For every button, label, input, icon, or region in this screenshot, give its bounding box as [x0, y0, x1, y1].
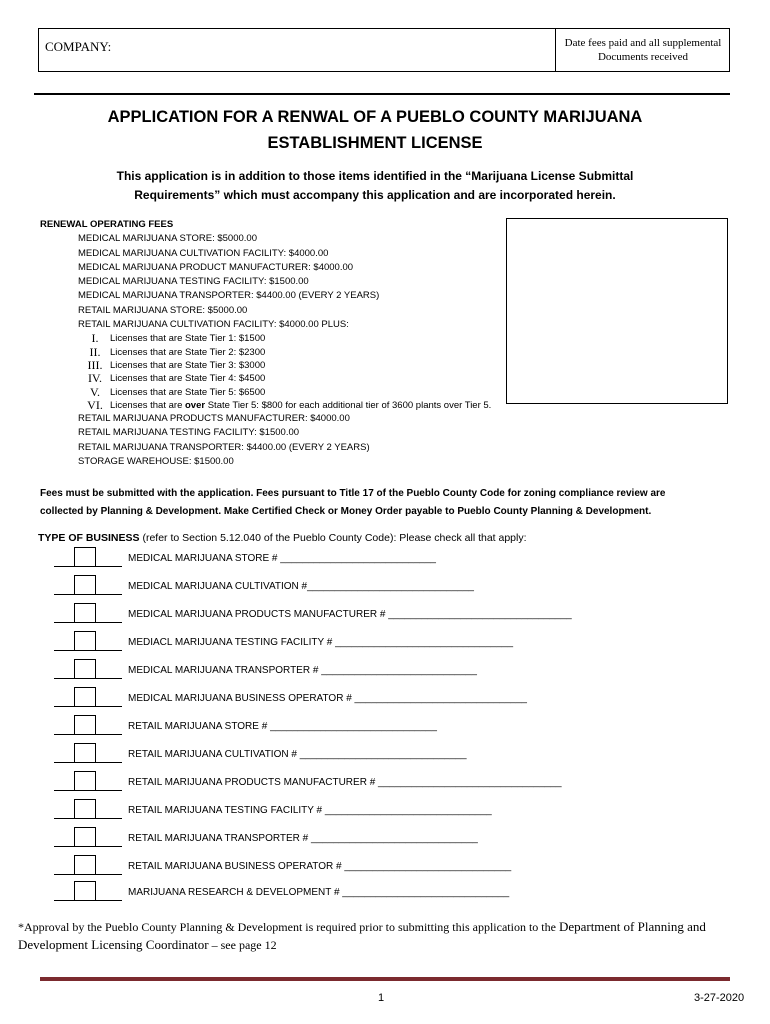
- business-type-checkbox[interactable]: [74, 827, 96, 847]
- business-type-label: RETAIL MARIJUANA BUSINESS OPERATOR # ______________________________: [128, 861, 512, 872]
- business-type-label: MEDICAL MARIJUANA CULTIVATION #______________________________: [128, 581, 474, 592]
- footnote-part2: Department of Planning and: [558, 919, 706, 934]
- business-type-checkbox[interactable]: [74, 603, 96, 623]
- business-type-checkbox[interactable]: [74, 659, 96, 679]
- tier-numeral: IV.: [87, 371, 103, 386]
- office-use-box[interactable]: [506, 218, 728, 404]
- fees-submit-line1: Fees must be submitted with the application. Fees pursuant to Title 17 of the Pueblo County Code for zoning compliance review are: [40, 488, 666, 499]
- fee-item: RETAIL MARIJUANA TESTING FACILITY: $1500.00: [78, 427, 300, 439]
- type-of-business-label: TYPE OF BUSINESS: [38, 532, 140, 544]
- business-type-row: [54, 659, 754, 687]
- tier-item: [40, 359, 491, 372]
- fee-item: RETAIL MARIJUANA STORE: $5000.00: [78, 304, 248, 316]
- tier6-bold: over: [185, 399, 206, 411]
- company-label: COMPANY:: [45, 39, 112, 54]
- tier-item: [40, 386, 491, 399]
- tier-text: Licenses that are State Tier 5: $6500: [110, 386, 266, 398]
- tier6-pre: Licenses that are: [110, 399, 185, 411]
- tier-text: Licenses that are State Tier 4: $4500: [110, 373, 266, 385]
- business-type-label: MARIJUANA RESEARCH & DEVELOPMENT # ______________________________: [128, 887, 510, 898]
- title-line1: APPLICATION FOR A RENWAL OF A PUEBLO COUNTY MARIJUANA: [107, 108, 643, 126]
- fee-item: MEDICAL MARIJUANA CULTIVATION FACILITY: $4000.00: [78, 247, 329, 259]
- renewal-fees-heading: RENEWAL OPERATING FEES: [40, 219, 174, 230]
- tier-text: Licenses that are State Tier 1: $1500: [110, 333, 266, 345]
- tier-numeral: III.: [87, 357, 103, 372]
- tier-numeral: VI.: [87, 397, 103, 412]
- business-type-label: RETAIL MARIJUANA STORE # ______________________________: [128, 721, 437, 732]
- business-type-label: RETAIL MARIJUANA PRODUCTS MANUFACTURER # _________________________________: [128, 777, 562, 788]
- fees-note-line1: Date fees paid and all supplemental: [564, 37, 722, 49]
- fee-item: RETAIL MARIJUANA CULTIVATION FACILITY: $4000.00 PLUS:: [78, 319, 349, 331]
- footnote-part1: *Approval by the Pueblo County Planning & Development is required prior to submitting this application to the: [18, 920, 559, 934]
- company-field[interactable]: [38, 28, 556, 72]
- intro-line2: Requirements” which must accompany this application and are incorporated herein.: [134, 188, 616, 202]
- tier-numeral: V.: [89, 384, 101, 399]
- business-type-row: [54, 771, 754, 799]
- fee-item: MEDICAL MARIJUANA PRODUCT MANUFACTURER: $4000.00: [78, 261, 354, 273]
- business-type-label: RETAIL MARIJUANA TESTING FACILITY # ______________________________: [128, 805, 492, 816]
- footnote-part4: – see page 12: [208, 938, 277, 952]
- business-type-label: RETAIL MARIJUANA TRANSPORTER # ______________________________: [128, 833, 478, 844]
- type-of-business-instruction: (refer to Section 5.12.040 of the Pueblo County Code): Please check all that apply:: [139, 532, 527, 544]
- business-type-row: [54, 575, 754, 603]
- business-type-row: [54, 881, 754, 909]
- fee-item: RETAIL MARIJUANA TRANSPORTER: $4400.00 (EVERY 2 YEARS): [78, 441, 370, 453]
- footnote-part3: Development Licensing Coordinator: [18, 937, 209, 952]
- tier-numeral: I.: [91, 331, 99, 346]
- business-type-checkbox[interactable]: [74, 575, 96, 595]
- intro-line1: This application is in addition to those items identified in the “Marijuana License Submittal: [116, 169, 634, 183]
- business-type-row: [54, 631, 754, 659]
- business-type-checkbox[interactable]: [74, 855, 96, 875]
- page-number: 1: [378, 992, 385, 1004]
- bottom-divider: [40, 977, 730, 981]
- business-type-label: MEDICAL MARIJUANA PRODUCTS MANUFACTURER # _________________________________: [128, 609, 572, 620]
- business-type-checkbox[interactable]: [74, 547, 96, 567]
- business-type-label: MEDICAL MARIJUANA BUSINESS OPERATOR # _______________________________: [128, 693, 527, 704]
- fees-received-note: [556, 36, 730, 64]
- revision-date: 3-27-2020: [694, 992, 745, 1004]
- fee-item: RETAIL MARIJUANA PRODUCTS MANUFACTURER: $4000.00: [78, 413, 350, 425]
- tier-list: [40, 332, 491, 412]
- tier-numeral: II.: [89, 344, 101, 359]
- page-title: [60, 104, 690, 156]
- tier6-post: State Tier 5: $800 for each additional tier of 3600 plants over Tier 5.: [205, 399, 492, 411]
- tier-item: [40, 372, 491, 385]
- tier-item: [40, 399, 491, 412]
- business-type-checkbox[interactable]: [74, 771, 96, 791]
- fees-submission-note: [40, 485, 740, 521]
- business-type-row: [54, 799, 754, 827]
- business-type-row: [54, 827, 754, 855]
- intro-statement: [60, 167, 690, 205]
- fee-item: MEDICAL MARIJUANA TRANSPORTER: $4400.00 (EVERY 2 YEARS): [78, 290, 380, 302]
- fees-submit-line2: collected by Planning & Development. Make Certified Check or Money Order payable to Pueblo County Planning & Development.: [40, 506, 652, 517]
- fee-item: MEDICAL MARIJUANA TESTING FACILITY: $1500.00: [78, 276, 309, 288]
- business-type-checkbox[interactable]: [74, 687, 96, 707]
- approval-footnote: [18, 918, 758, 954]
- fees-note-line2: Documents received: [597, 51, 689, 63]
- business-type-checkbox[interactable]: [74, 799, 96, 819]
- fees-received-box[interactable]: [556, 28, 730, 72]
- tier-item: [40, 332, 491, 345]
- business-type-checkbox[interactable]: [74, 715, 96, 735]
- business-type-label: MEDICAL MARIJUANA STORE # ____________________________: [128, 553, 436, 564]
- type-of-business-heading: [38, 532, 527, 544]
- business-type-label: MEDICAL MARIJUANA TRANSPORTER # ____________________________: [128, 665, 477, 676]
- top-divider: [34, 93, 730, 95]
- business-type-checkbox[interactable]: [74, 743, 96, 763]
- business-type-checkbox[interactable]: [74, 631, 96, 651]
- business-type-row: [54, 687, 754, 715]
- fee-item: MEDICAL MARIJUANA STORE: $5000.00: [78, 233, 257, 245]
- business-type-label: RETAIL MARIJUANA CULTIVATION # ______________________________: [128, 749, 467, 760]
- title-line2: ESTABLISHMENT LICENSE: [267, 134, 483, 152]
- tier-text: Licenses that are State Tier 3: $3000: [110, 359, 266, 371]
- business-type-row: [54, 715, 754, 743]
- renewal-fees-section: [40, 218, 491, 469]
- tier-item: [40, 346, 491, 359]
- business-type-label: MEDIACL MARIJUANA TESTING FACILITY # ________________________________: [128, 637, 514, 648]
- tier-text: Licenses that are State Tier 2: $2300: [110, 346, 266, 358]
- business-type-row: [54, 743, 754, 771]
- business-type-row: [54, 603, 754, 631]
- tier-text: [82, 397, 492, 412]
- fee-item: STORAGE WAREHOUSE: $1500.00: [78, 456, 234, 468]
- business-type-row: [54, 855, 754, 883]
- business-type-row: [54, 547, 754, 575]
- business-type-checkbox[interactable]: [74, 881, 96, 901]
